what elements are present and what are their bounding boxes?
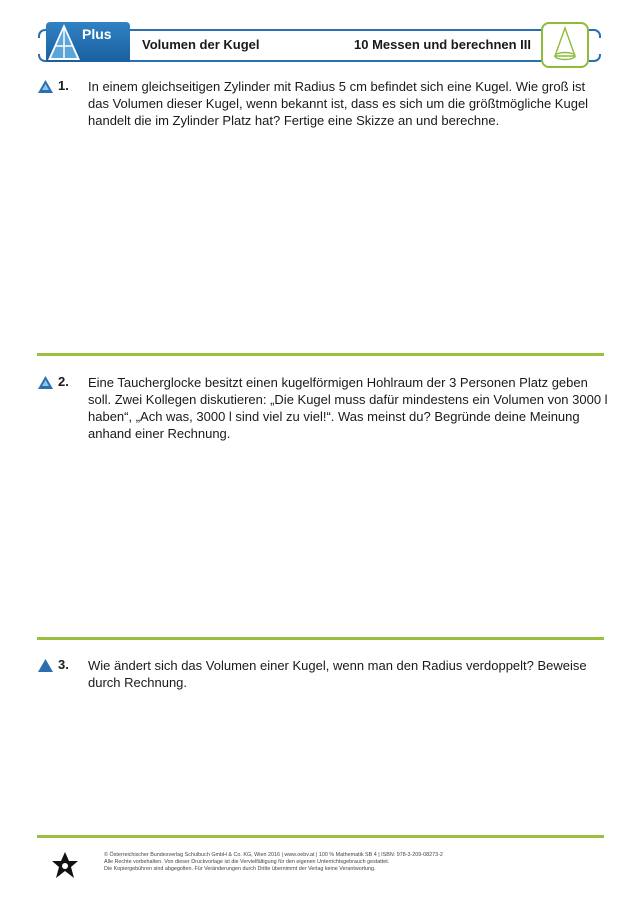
logo-label: Plus	[82, 26, 112, 42]
rights-line: Alle Rechte vorbehalten. Von dieser Druckvorlage ist die Vervielfältigung für den eigenen Unterrichtsgebrauch gestattet.	[104, 859, 390, 865]
cone-icon	[543, 24, 587, 66]
header-frame-gap-right	[592, 38, 606, 54]
task-number: 3.	[58, 657, 69, 672]
page-title: Volumen der Kugel	[142, 37, 260, 52]
copyright-line: © Österreichischer Bundesverlag Schulbuch GmbH & Co. KG, Wien 2016 | www.oebv.at | 100 % Mathematik SB 4 | ISBN: 978-3-209-08273-2	[104, 852, 443, 858]
copyright-notice	[104, 852, 604, 873]
divider	[37, 835, 604, 838]
divider	[37, 637, 604, 640]
task-text: Wie ändert sich das Volumen einer Kugel, wenn man den Radius verdoppelt? Beweise durch Rechnung.	[88, 658, 587, 690]
task-level-icon	[38, 80, 53, 93]
task-level-icon	[38, 376, 53, 389]
task-number: 2.	[58, 374, 69, 389]
publisher-logo-icon	[52, 852, 78, 880]
task-text: In einem gleichseitigen Zylinder mit Radius 5 cm befindet sich eine Kugel. Wie groß ist das Volumen dieser Kugel, wenn bekannt ist, dass es sich um die größtmögliche Kugel handelt die im Zylinder Platz hat? Fertige eine Skizze an und berechne.	[88, 79, 589, 128]
task-text: Eine Taucherglocke besitzt einen kugelförmigen Hohlraum der 3 Personen Platz geben soll. Zwei Kollegen diskutieren: „Die Kugel muss dafür mindestens ein Volumen von 3000 l haben“, „Ach was, 3000 l sind viel zu viel!“. Was meinst du? Begründe deine Meinung anhand einer Rechnung.	[88, 375, 608, 441]
cone-badge	[541, 22, 589, 68]
header-frame-gap-left	[30, 38, 44, 54]
task-level-icon	[38, 659, 53, 672]
chapter-title: 10 Messen und berechnen III	[354, 37, 531, 52]
fees-line: Die Kopiergebühren sind abgegolten. Für Veränderungen durch Dritte übernimmt der Verlag keine Verantwortung.	[104, 866, 376, 872]
task-number: 1.	[58, 78, 69, 93]
divider	[37, 353, 604, 356]
